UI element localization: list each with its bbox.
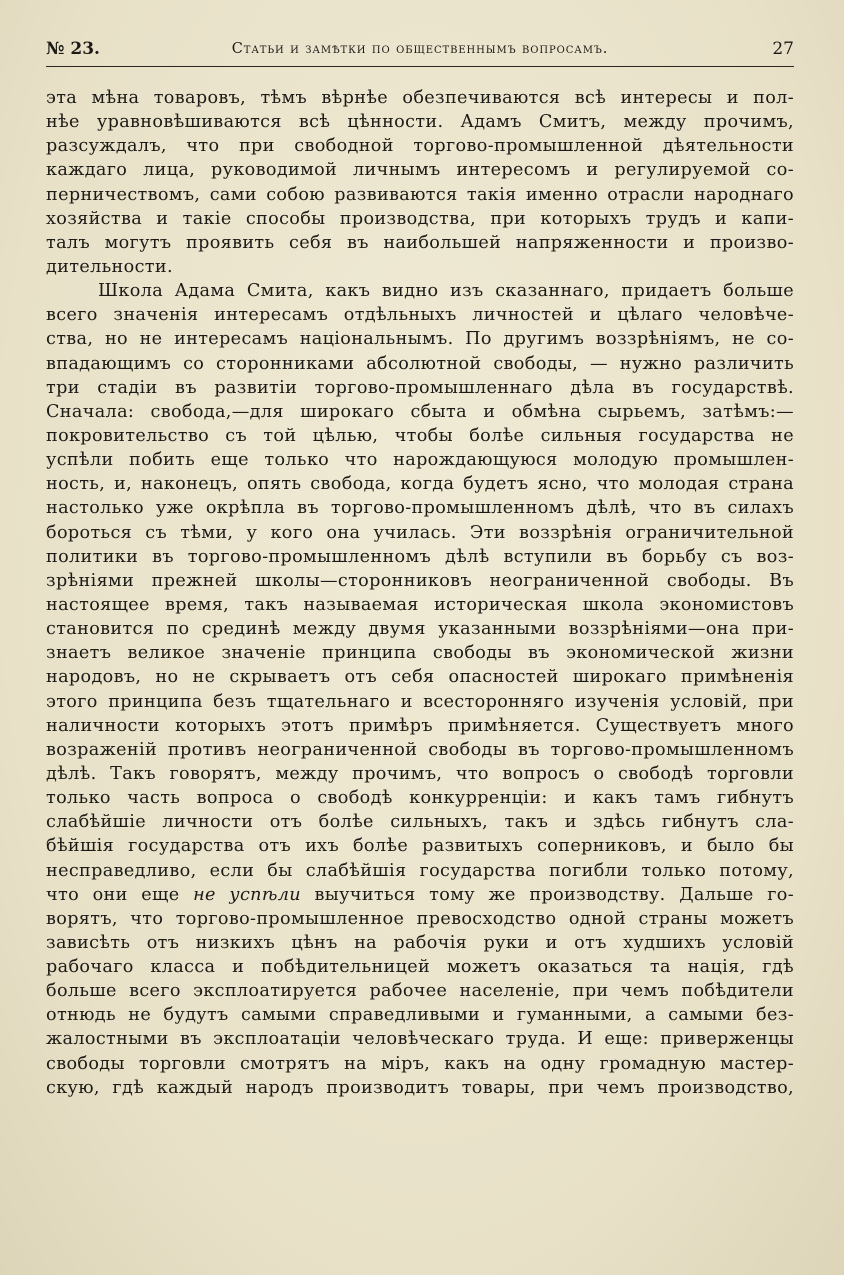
text-line: несправедливо, если бы слабѣйшія государства погибли только потому, <box>46 860 794 881</box>
paragraph-start: Школа Адама Смита, какъ видно изъ сказаннаго, придаетъ больше <box>98 281 794 302</box>
text-line: свободы торговли смотрятъ на міръ, какъ на одну громадную мастер- <box>46 1053 794 1074</box>
text-line: скую, гдѣ каждый народъ производитъ товары, при чемъ производство, <box>46 1077 794 1098</box>
text-line: дѣлѣ. Такъ говорятъ, между прочимъ, что вопросъ о свободѣ торговли <box>46 763 794 784</box>
text-line: этого принципа безъ тщательнаго и всесторонняго изученія условій, при <box>46 691 794 712</box>
text-line: настоящее время, такъ называемая историческая школа экономистовъ <box>46 594 794 615</box>
text-line: перничествомъ, сами собою развиваются такія именно отрасли народнаго <box>46 184 794 205</box>
page-number: 27 <box>772 39 794 59</box>
text-line: ворятъ, что торгово-промышленное превосходство одной страны можетъ <box>46 908 794 929</box>
text-line: знаетъ великое значеніе принципа свободы въ экономической жизни <box>46 643 794 664</box>
text-line: настолько уже окрѣпла въ торгово-промышленномъ дѣлѣ, что въ силахъ <box>46 498 794 519</box>
text-line: только часть вопроса о свободѣ конкурренціи: и какъ тамъ гибнутъ <box>46 788 794 809</box>
text-line: хозяйства и такіе способы производства, при которыхъ трудъ и капи- <box>46 208 794 229</box>
text-line: Сначала: свобода,—для широкаго сбыта и обмѣна сырьемъ, затѣмъ:— <box>46 401 794 422</box>
text-line: ность, и, наконецъ, опять свобода, когда будетъ ясно, что молодая страна <box>46 474 794 495</box>
text-line: три стадіи въ развитіи торгово-промышленнаго дѣла въ государствѣ. <box>46 377 794 398</box>
running-title: Статьи и замѣтки по общественнымъ вопросамъ. <box>231 41 609 57</box>
text-line: возраженій противъ неограниченной свободы въ торгово-промышленномъ <box>46 739 794 760</box>
italic-emphasis: не успѣли <box>193 884 301 905</box>
text-line: политики въ торгово-промышленномъ дѣлѣ вступили въ борьбу съ воз- <box>46 546 794 567</box>
text-run: что они еще <box>46 884 180 905</box>
text-line: впадающимъ со сторонниками абсолютной свободы, — нужно различить <box>46 353 794 374</box>
text-line: бѣйшія государства отъ ихъ болѣе развитыхъ соперниковъ, и было бы <box>46 836 794 857</box>
text-line: успѣли побить еще только что нарождающуюся молодую промышлен- <box>46 450 794 471</box>
text-line-with-emphasis <box>46 883 794 907</box>
text-line: зависѣть отъ низкихъ цѣнъ на рабочія руки и отъ худшихъ условій <box>46 932 794 953</box>
header-rule <box>46 66 794 67</box>
text-line: бороться съ тѣми, у кого она училась. Эти воззрѣнія ограничительной <box>46 522 794 543</box>
text-line: нѣе уравновѣшиваются всѣ цѣнности. Адамъ Смитъ, между прочимъ, <box>46 112 794 133</box>
text-line: каждаго лица, руководимой личнымъ интересомъ и регулируемой со- <box>46 160 794 181</box>
text-line: наличности которыхъ этотъ примѣръ примѣняется. Существуетъ много <box>46 715 794 736</box>
text-line: дительности. <box>46 256 173 277</box>
text-line: народовъ, но не скрываетъ отъ себя опасностей широкаго примѣненія <box>46 667 794 688</box>
text-line: покровительство съ той цѣлью, чтобы болѣе сильныя государства не <box>46 425 794 446</box>
text-line: всего значенія интересамъ отдѣльныхъ личностей и цѣлаго человѣче- <box>46 305 794 326</box>
text-line: талъ могутъ проявить себя въ наибольшей напряженности и произво- <box>46 232 794 253</box>
text-line: рабочаго класса и побѣдительницей можетъ оказаться та нація, гдѣ <box>46 957 794 978</box>
text-line: больше всего эксплоатируется рабочее населеніе, при чемъ побѣдители <box>46 981 794 1002</box>
text-run: выучиться тому же производству. Дальше го- <box>314 884 795 905</box>
body-text <box>46 86 794 1100</box>
text-line: жалостными въ эксплоатаціи человѣческаго труда. И еще: приверженцы <box>46 1029 794 1050</box>
text-line: ства, но не интересамъ національнымъ. По другимъ воззрѣніямъ, не со- <box>46 329 794 350</box>
text-line: слабѣйшіе личности отъ болѣе сильныхъ, такъ и здѣсь гибнутъ сла- <box>46 812 794 833</box>
issue-number: № 23. <box>46 39 100 59</box>
text-line: отнюдь не будутъ самыми справедливыми и гуманными, а самыми без- <box>46 1005 794 1026</box>
text-line: зрѣніями прежней школы—сторонниковъ неограниченной свободы. Въ <box>46 570 794 591</box>
text-line: эта мѣна товаровъ, тѣмъ вѣрнѣе обезпечиваются всѣ интересы и пол- <box>46 88 794 108</box>
text-line: разсуждалъ, что при свободной торгово-промышленной дѣятельности <box>46 136 794 157</box>
running-header <box>46 36 794 62</box>
text-line: становится по срединѣ между двумя указанными воззрѣніями—она при- <box>46 619 794 640</box>
